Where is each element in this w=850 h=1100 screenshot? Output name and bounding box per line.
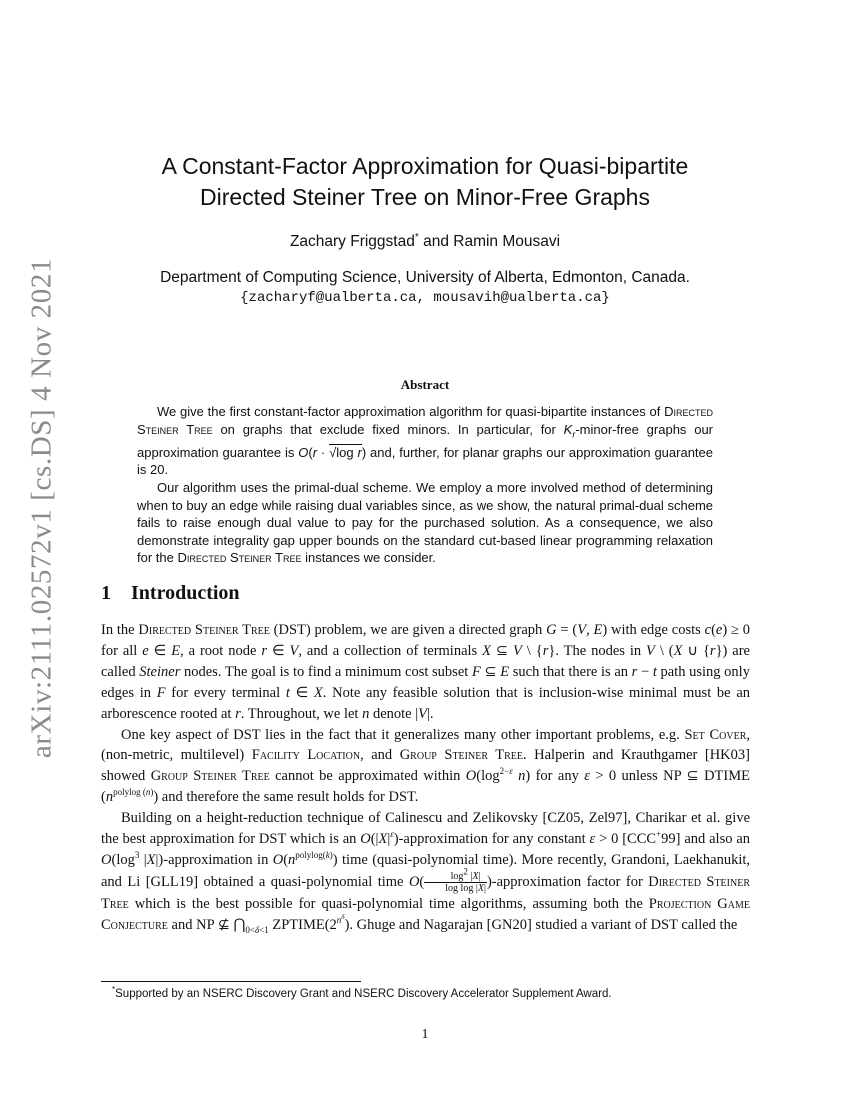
affiliation-block (100, 268, 750, 308)
arxiv-identifier: arXiv:2111.02572v1 [cs.DS] 4 Nov 2021 (25, 257, 58, 759)
author-name: Ramin Mousavi (453, 233, 561, 251)
footnote-divider (101, 981, 361, 982)
section-title: Introduction (131, 582, 240, 604)
author-list (100, 232, 750, 251)
arxiv-stamp (17, 257, 67, 759)
abstract-text (137, 403, 713, 567)
footnote (112, 985, 612, 1000)
abstract-paragraph: Our algorithm uses the primal-dual scheme. We employ a more involved method of determining when to buy an edge while raising dual variables since, as we show, the natural primal-dual scheme fails to raise enough dual value to pay for the purchased solution. As a consequence, we also demonstrate integrality gap upper bounds on the standard cut-based linear programming relaxation for the Directed Steiner Tree instances we consider. (137, 479, 713, 566)
body-paragraph: One key aspect of DST lies in the fact that it generalizes many other important problems, e.g. Set Cover, (non-metric, multilevel) Facility Location, and Group Steiner Tree. Halperin and Krauthgamer [HK03] showed Group Steiner Tree cannot be approximated within $O(\log^{2-\varepsilon}$ n) for any ε > 0 unless NP ⊆ DTIME $(n^{polylog (n)})$ and therefore the same result holds for DST. (101, 726, 750, 806)
section-number: 1 (101, 582, 111, 604)
affiliation: Department of Computing Science, University of Alberta, Edmonton, Canada. (160, 269, 690, 286)
title-line-2: Directed Steiner Tree on Minor-Free Graphs (200, 184, 650, 210)
page-number: 1 (421, 1027, 429, 1042)
footnote-marker: * (414, 232, 419, 243)
author-name: Zachary Friggstad (289, 233, 415, 251)
fraction: $\frac{\log^2 |X|}{\text{log log |X|}}$ (424, 871, 487, 894)
footnote-text: Supported by an NSERC Discovery Grant and NSERC Discovery Accelerator Supplement Award. (115, 987, 612, 1000)
title-line-1: A Constant-Factor Approximation for Quasi-bipartite (161, 153, 689, 179)
section-heading (101, 582, 240, 605)
body-paragraph: In the Directed Steiner Tree (DST) problem, we are given a directed graph G = (V, E) with edge costs c(e) ≥ 0 for all e ∈ E, a root node r ∈ V, and a collection of terminals X ⊆ V \ {r}. The nodes in V \ (X ∪ {r}) are called Steiner nodes. The goal is to find a minimum cost subset F ⊆ E such that there is an r − t path using only edges in F for every terminal t ∈ X. Note any feasible solution that is inclusion-wise minimal must be an arborescence rooted at r. Throughout, we let n denote |V|. (101, 622, 751, 722)
footnote-marker: * (112, 985, 116, 994)
abstract-paragraph: We give the first constant-factor approximation algorithm for quasi-bipartite instances of Directed Steiner Tree on graphs that exclude fixed minors. In particular, for $K_r-minor$-free graphs our approximation guarantee is O(r · √log r) and, further, for planar graphs our approximation guarantee is 20. (137, 404, 713, 478)
abstract-heading: Abstract (400, 377, 450, 392)
paper-title (100, 151, 750, 213)
body-text (101, 620, 750, 941)
author-separator: and (418, 233, 454, 251)
email-addresses: {zacharyf@ualberta.ca, mousavih@ualberta.ca} (240, 290, 610, 306)
body-paragraph: Building on a height-reduction technique of Calinescu and Zelikovsky [CZ05, Zel97], Charikar et al. give the best approximation for DST which is an $O(|X|^\varepsilon)$-approximation for any constant ε > 0 [CCC+99] and also an $O(\log^3$ |X|)-approximation in $O(n^{polylog(k)})$ time (quasi-polynomial time). More recently, Grandoni, Laekhanukit, and Li [GLL19] obtained a quasi-polynomial time O( $\frac{\log^2 |X|}{\text{log log |X|}}$ )-approximation factor for Directed Steiner Tree which is the best possible for quasi-polynomial time algorithms, assuming both the Projection Game Conjecture and NP ⊈ $⋂_{0<\delta<1}$ $ZPTIME(2^{n^\delta})$. Ghuge and Nagarajan [GN20] studied a variant of DST called the (101, 810, 751, 935)
